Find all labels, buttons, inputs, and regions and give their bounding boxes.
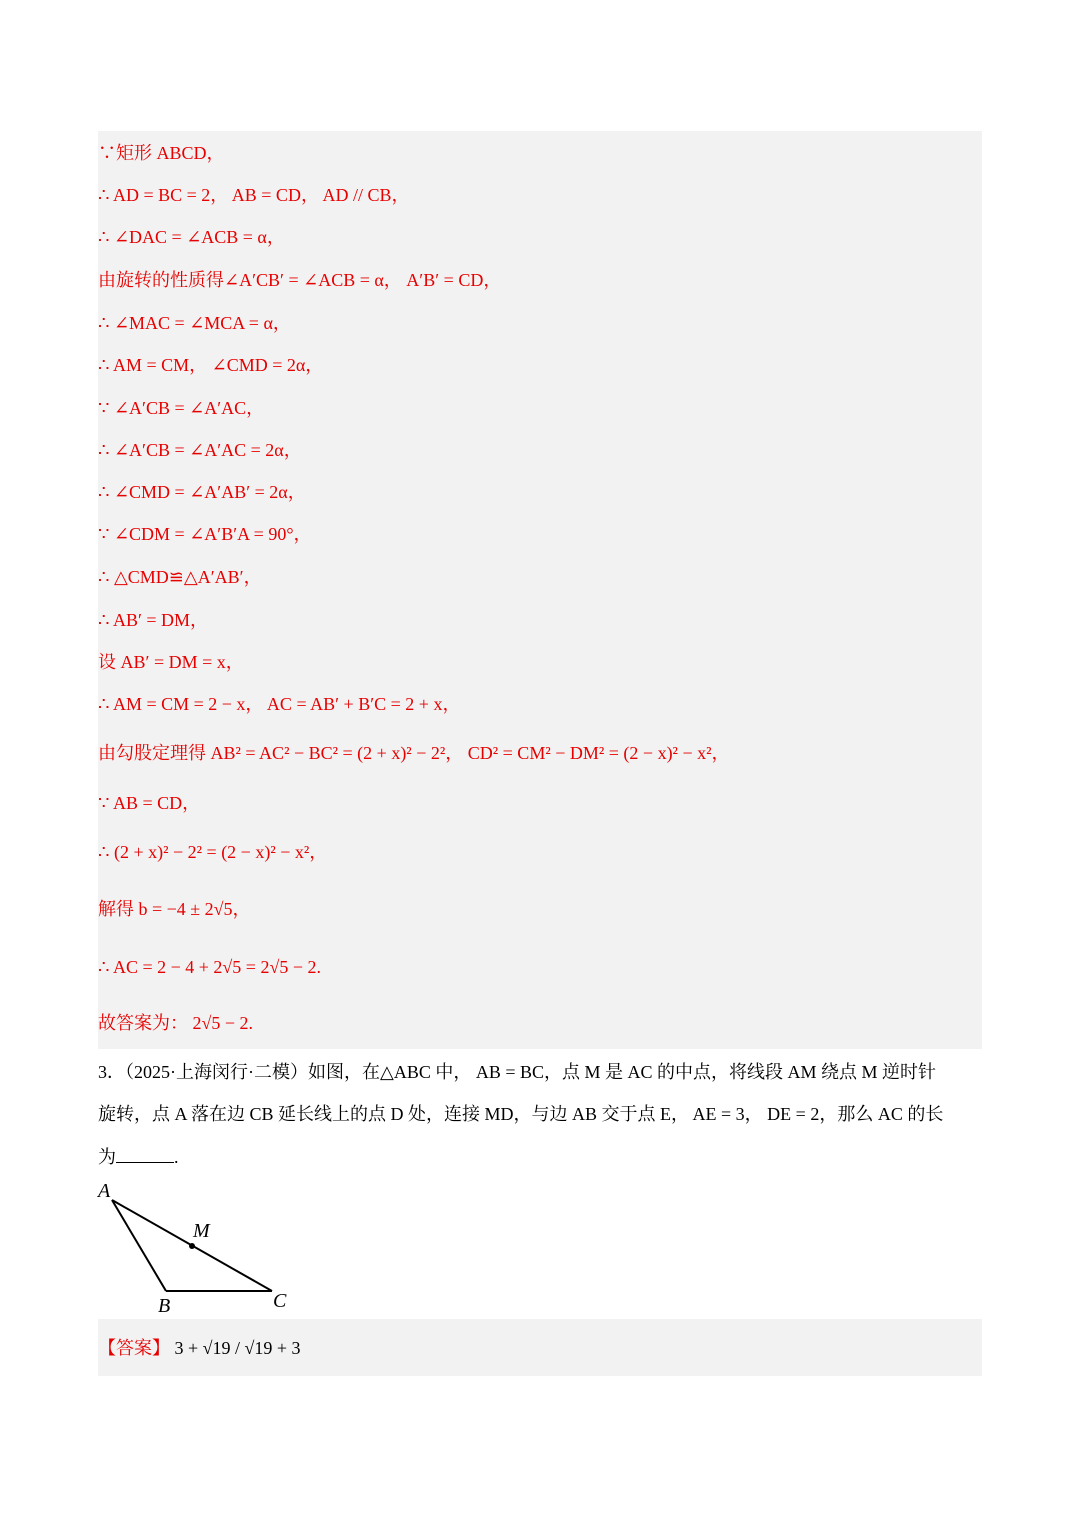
answer-label: 【答案】 xyxy=(98,1338,170,1358)
label-a: A xyxy=(98,1180,111,1202)
solution-line: ∴ ∠A′CB = ∠A′AC = 2α， xyxy=(98,440,302,460)
solution-line: 解得 b = −4 ± 2√5， xyxy=(98,899,251,919)
answer-block xyxy=(98,1319,982,1376)
solution-line: ∴ AB′ = DM， xyxy=(98,610,209,630)
question-line-1: 3．（2025·上海闵行·二模）如图，在△ABC 中， AB = BC，点 M 是 AC 的中点，将线段 AM 绕点 M 逆时针 xyxy=(98,1062,937,1082)
solution-line: ∴ AM = CM， ∠CMD = 2α， xyxy=(98,355,324,375)
answer-blank xyxy=(116,1146,174,1163)
solution-line: ∴ AM = CM = 2 − x， AC = AB′ + B′C = 2 + x， xyxy=(98,694,461,714)
question-line-3-end: . xyxy=(174,1147,179,1167)
label-b: B xyxy=(158,1295,171,1317)
solution-line: ∴ AC = 2 − 4 + 2√5 = 2√5 − 2. xyxy=(98,957,321,977)
label-m: M xyxy=(193,1220,210,1242)
solution-line: ∴ ∠CMD = ∠A′AB′ = 2α， xyxy=(98,482,306,502)
answer-line xyxy=(98,1336,301,1360)
solution-line: ∴ ∠DAC = ∠ACB = α， xyxy=(98,227,285,247)
solution-line: ∴ ∠MAC = ∠MCA = α， xyxy=(98,313,291,333)
question-line-3 xyxy=(98,1145,982,1169)
solution-line: 故答案为： 2√5 − 2. xyxy=(98,1013,254,1033)
question-line-2: 旋转，点 A 落在边 CB 延长线上的点 D 处，连接 MD，与边 AB 交于点 E， AE = 3， DE = 2，那么 AC 的长 xyxy=(98,1104,944,1124)
solution-line: ∴ △CMD≌△A′AB′， xyxy=(98,567,262,587)
solution-line: 由旋转的性质得∠A′CB′ = ∠ACB = α， A′B′ = CD， xyxy=(98,270,502,290)
answer-value: 3 + √19 / √19 + 3 xyxy=(174,1338,301,1358)
label-c: C xyxy=(273,1290,287,1312)
solution-line: 由勾股定理得 AB² = AC² − BC² = (2 + x)² − 2²， CD² = CM² − DM² = (2 − x)² − x²， xyxy=(98,743,730,763)
solution-line: ∵ ∠CDM = ∠A′B′A = 90°， xyxy=(98,524,312,544)
solution-line: ∴ AD = BC = 2， AB = CD， AD // CB， xyxy=(98,185,410,205)
solution-line: 设 AB′ = DM = x， xyxy=(98,652,244,672)
solution-block xyxy=(98,131,982,1049)
triangle-figure xyxy=(96,1178,306,1318)
solution-line: ∵矩形 ABCD， xyxy=(98,143,225,163)
question-line-3-start: 为 xyxy=(98,1147,116,1167)
solution-line: ∵ AB = CD， xyxy=(98,793,201,813)
solution-line: ∵ ∠A′CB = ∠A′AC， xyxy=(98,398,265,418)
point-m xyxy=(189,1243,195,1249)
segment-ab xyxy=(112,1200,166,1291)
solution-line: ∴ (2 + x)² − 2² = (2 − x)² − x²， xyxy=(98,842,328,862)
